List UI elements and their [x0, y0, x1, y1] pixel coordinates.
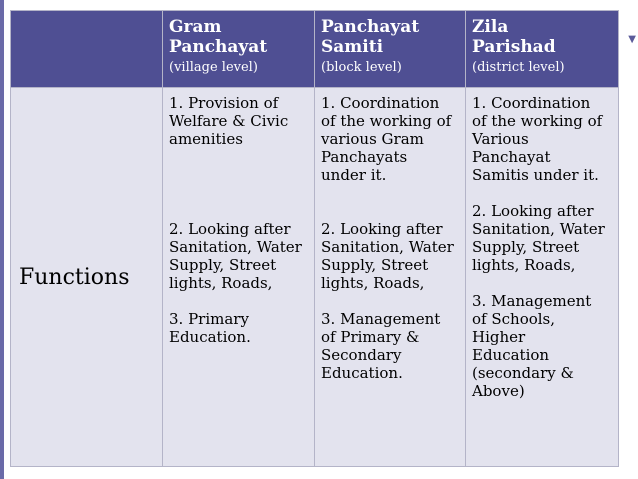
table-row-functions: [11, 88, 619, 467]
cell-zila-parishad-functions: 1. Coordination of the working of Various Panchayat Samitis under it. 2. Looking after Sanitation, Water Supply, Street lights, Roads, 3. Management of Schools, Higher Education (secondary & Above): [466, 88, 619, 467]
header-panchayat-samiti-level: (block level): [321, 60, 402, 75]
table-header-row: [11, 11, 619, 88]
header-zila-parishad-level: (district level): [472, 60, 565, 75]
header-gram-panchayat-level: (village level): [169, 60, 258, 75]
slide-accent-line: [0, 0, 4, 479]
panchayat-functions-table: [10, 10, 619, 467]
slide-corner-icon: ▼: [628, 34, 636, 45]
header-empty-cell: [11, 11, 163, 88]
header-zila-parishad: Zila Parishad (district level): [466, 11, 619, 88]
row-label-functions: Functions: [11, 88, 163, 467]
header-gram-panchayat: Gram Panchayat (village level): [163, 11, 315, 88]
cell-panchayat-samiti-functions: 1. Coordination of the working of various Gram Panchayats under it. 2. Looking after Sanitation, Water Supply, Street lights, Roads, 3. Management of Primary & Secondary Education.: [315, 88, 466, 467]
header-panchayat-samiti: Panchayat Samiti (block level): [315, 11, 466, 88]
cell-gram-panchayat-functions: 1. Provision of Welfare & Civic amenities 2. Looking after Sanitation, Water Supply, Street lights, Roads, 3. Primary Education.: [163, 88, 315, 467]
